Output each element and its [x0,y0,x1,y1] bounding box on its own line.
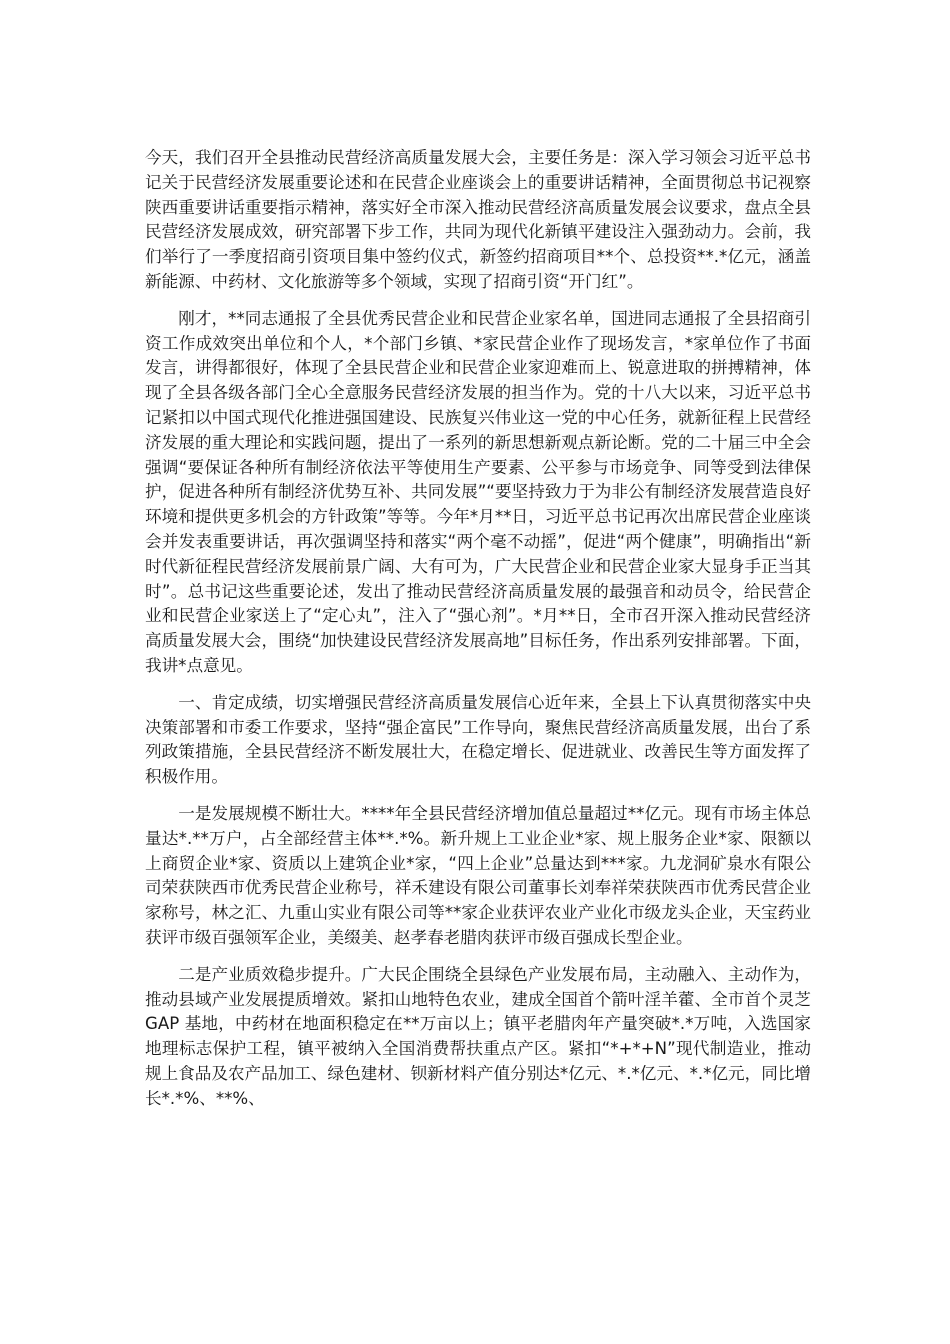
paragraph-review: 刚才，**同志通报了全县优秀民营企业和民营企业家名单，国进同志通报了全县招商引资工作成效突出单位和个人，*个部门乡镇、*家民营企业作了现场发言，*家单位作了书面发言，讲得都很好，体现了全县民营企业和民营企业家迎难而上、锐意进取的拼搏精神，体现了全县各级各部门全心全意服务民营经济发展的担当作为。党的十八大以来，习近平总书记紧扣以中国式现代化推进强国建设、民族复兴伟业这一党的中心任务，就新征程上民营经济发展的重大理论和实践问题，提出了一系列的新思想新观点新论断。党的二十届三中全会强调“要保证各种所有制经济依法平等使用生产要素、公平参与市场竞争、同等受到法律保护，促进各种所有制经济优势互补、共同发展”“要坚持致力于为非公有制经济发展营造良好环境和提供更多机会的方针政策”等等。今年*月**日，习近平总书记再次出席民营企业座谈会并发表重要讲话，再次强调坚持和落实“两个毫不动摇”，促进“两个健康”，明确指出“新时代新征程民营经济发展前景广阔、大有可为，广大民营企业和民营企业家大显身手正当其时”。总书记这些重要论述，发出了推动民营经济高质量发展的最强音和动员令，给民营企业和民营企业家送上了“定心丸”，注入了“强心剂”。*月**日，全市召开深入推动民营经济高质量发展大会，围绕“加快建设民营经济发展高地”目标任务，作出系列安排部署。下面，我讲*点意见。 [145,308,811,675]
paragraph-industry-quality: 二是产业质效稳步提升。广大民企围绕全县绿色产业发展布局，主动融入、主动作为，推动县域产业发展提质增效。紧扣山地特色农业，建成全国首个箭叶淫羊藿、全市首个灵芝 GAP 基地，中药材在地面积稳定在**万亩以上；镇平老腊肉年产量突破*.*万吨，入选国家地理标志保护工程，镇平被纳入全国消费帮扶重点产区。紧扣“*+*+N”现代制造业，推动规上食品及农产品加工、绿色建材、钡新材料产值分别达*亿元、*.*亿元、*.*亿元，同比增长*.*%、**%、 [145,964,812,1108]
document-page [145,146,811,1123]
paragraph-section-one: 一、肯定成绩，切实增强民营经济高质量发展信心近年来，全县上下认真贯彻落实中央决策部署和市委工作要求，坚持“强企富民”工作导向，聚焦民营经济高质量发展，出台了系列政策措施，全县民营经济不断发展壮大，在稳定增长、促进就业、改善民生等方面发挥了积极作用。 [145,692,811,787]
paragraph-opening: 今天，我们召开全县推动民营经济高质量发展大会，主要任务是：深入学习领会习近平总书记关于民营经济发展重要论述和在民营企业座谈会上的重要讲话精神，全面贯彻总书记视察陕西重要讲话重要指示精神，落实好全市深入推动民营经济高质量发展会议要求，盘点全县民营经济发展成效，研究部署下步工作，共同为现代化新镇平建设注入强劲动力。会前，我们举行了一季度招商引资项目集中签约仪式，新签约招商项目**个、总投资**.*亿元，涵盖新能源、中药材、文化旅游等多个领域，实现了招商引资“开门红”。 [145,148,811,291]
paragraph-scale-growth: 一是发展规模不断壮大。****年全县民营经济增加值总量超过**亿元。现有市场主体总量达*.**万户，占全部经营主体**.*%。新升规上工业企业*家、规上服务企业*家、限额以上商贸企业*家、资质以上建筑企业*家，“四上企业”总量达到***家。九龙洞矿泉水有限公司荣获陕西市优秀民营企业称号，祥禾建设有限公司董事长刘奉祥荣获陕西市优秀民营企业家称号，林之汇、九重山实业有限公司等**家企业获评农业产业化市级龙头企业，天宝药业获评市级百强领军企业，美缀美、赵孝春老腊肉获评市级百强成长型企业。 [145,803,811,947]
